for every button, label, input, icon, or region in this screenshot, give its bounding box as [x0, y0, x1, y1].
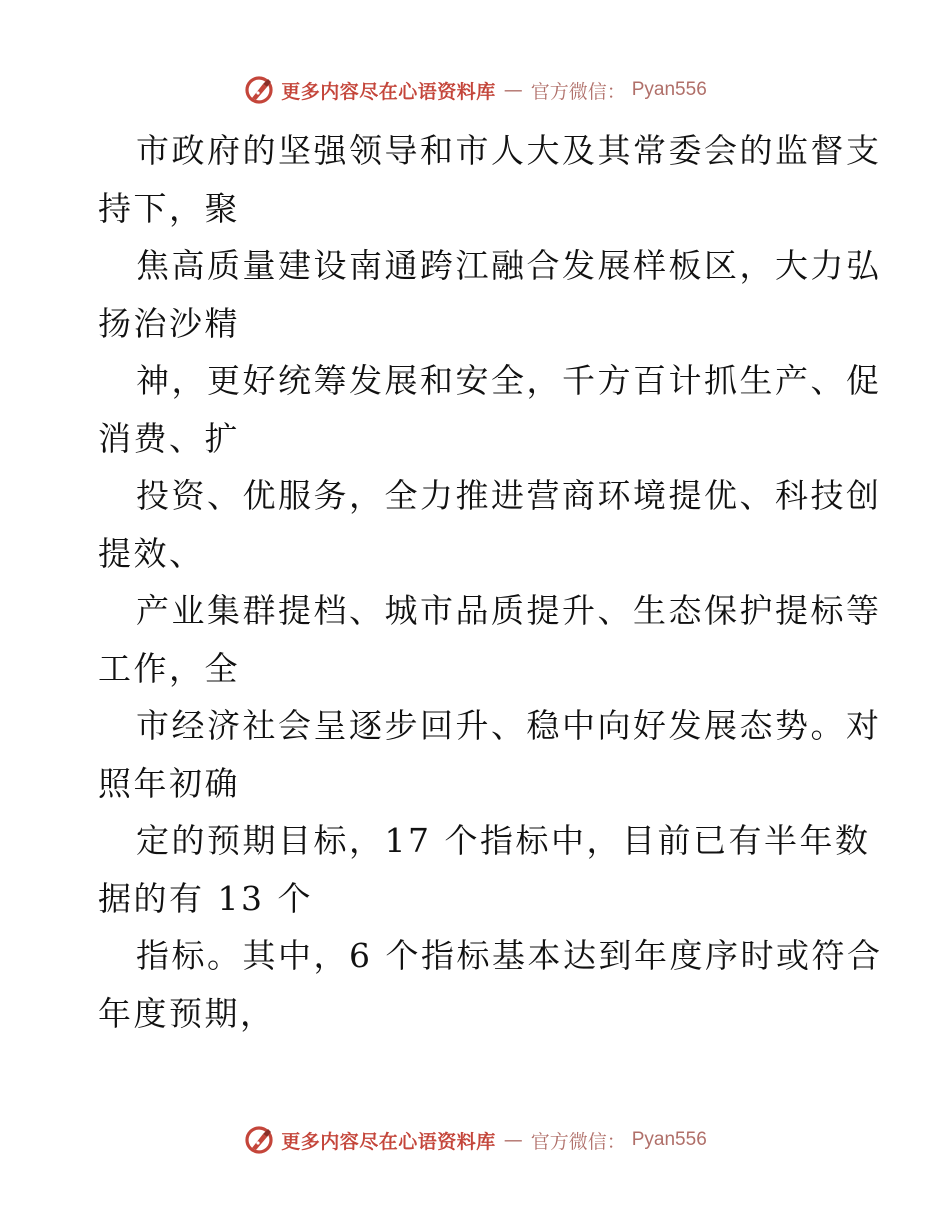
header-wechat-label: 官方微信：	[530, 80, 626, 103]
text-line: 焦高质量建设南通跨江融合发展样板区，大力弘	[136, 246, 882, 285]
header-banner	[0, 70, 950, 110]
footer-banner-inner	[243, 1124, 707, 1156]
text-line: 据的有 13 个	[98, 878, 313, 918]
text-line: 工作，全	[98, 648, 240, 688]
pen-nib-logo-icon	[243, 1124, 275, 1156]
footer-brand-text: 更多内容尽在心语资料库	[281, 1130, 496, 1153]
text-line: 指标。其中，6 个指标基本达到年度序时或符合	[136, 936, 883, 975]
text-line: 照年初确	[98, 763, 240, 803]
text-line: 提效、	[98, 533, 205, 573]
header-brand-text: 更多内容尽在心语资料库	[281, 80, 496, 103]
text-line: 定的预期目标，17 个指标中，目前已有半年数	[136, 821, 871, 860]
text-line: 神，更好统筹发展和安全，千方百计抓生产、促	[136, 361, 882, 400]
body-text	[98, 122, 883, 1042]
header-banner-inner	[243, 74, 707, 106]
text-line: 扬治沙精	[98, 303, 240, 343]
text-line: 投资、优服务，全力推进营商环境提优、科技创	[136, 476, 882, 515]
text-line: 持下，聚	[98, 188, 240, 228]
header-wechat-id: Pyan556	[631, 79, 707, 100]
text-line: 产业集群提档、城市品质提升、生态保护提标等	[136, 591, 882, 630]
text-line: 年度预期，	[98, 993, 276, 1033]
text-line: 市政府的坚强领导和市人大及其常委会的监督支	[136, 131, 882, 170]
footer-wechat-label: 官方微信：	[530, 1130, 626, 1153]
text-line: 消费、扩	[98, 418, 240, 458]
footer-wechat-id: Pyan556	[631, 1129, 707, 1150]
footer-banner	[0, 1120, 950, 1160]
pen-nib-logo-icon	[243, 74, 275, 106]
footer-dash: —	[503, 1129, 523, 1151]
header-dash: —	[503, 79, 523, 101]
paragraph	[98, 122, 883, 1042]
text-line: 市经济社会呈逐步回升、稳中向好发展态势。对	[136, 706, 882, 745]
